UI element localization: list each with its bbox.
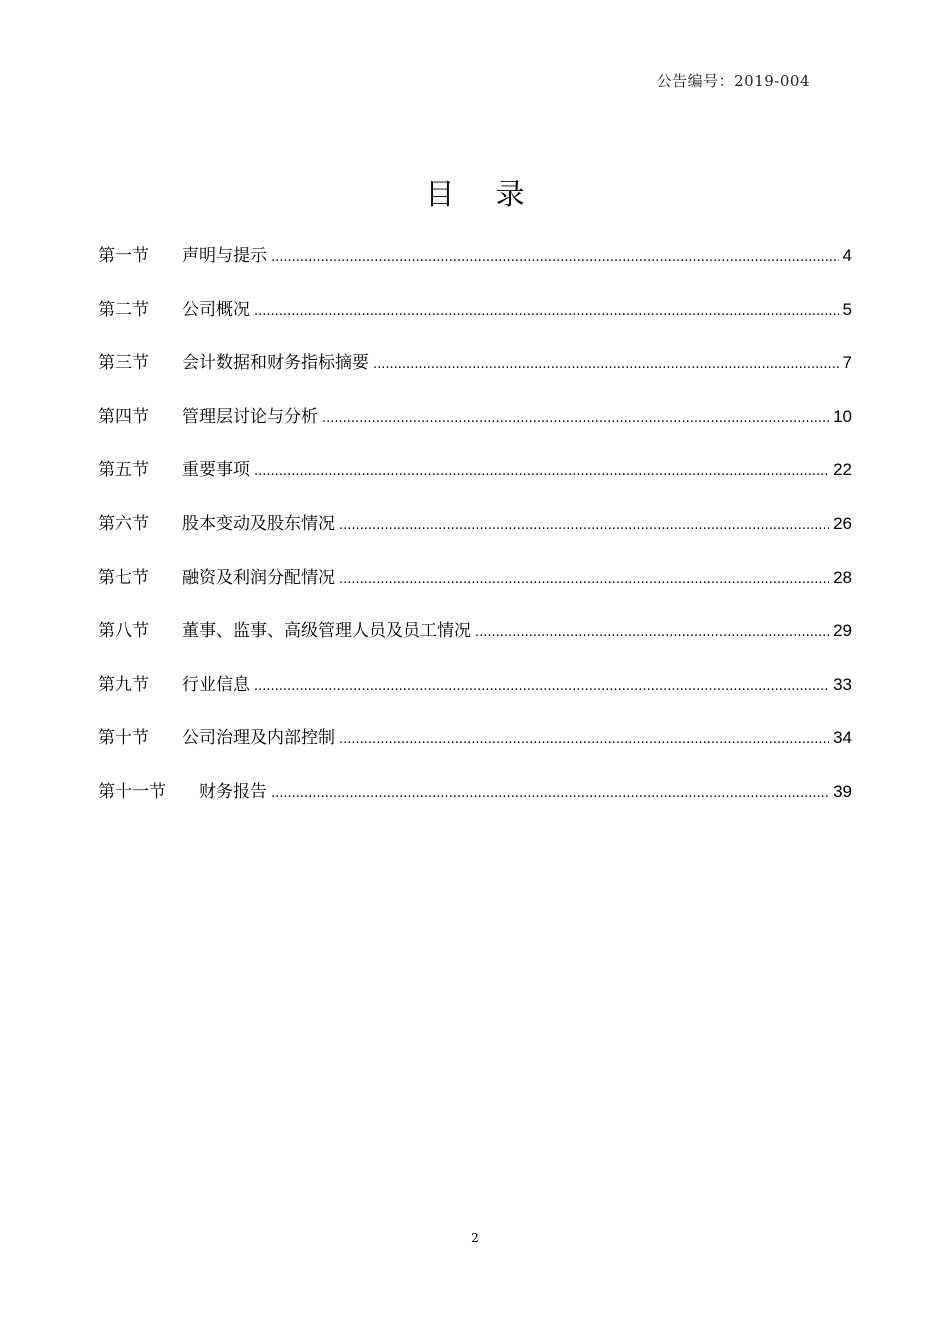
toc-dot-leader: [339, 508, 829, 544]
toc-section-number: 第五节: [98, 460, 149, 481]
toc-page-number: 28: [833, 567, 852, 587]
toc-entry[interactable]: [98, 774, 852, 828]
announcement-number: 公告编号：2019-004: [656, 72, 810, 90]
toc-page-number: 22: [833, 460, 852, 480]
toc-entry[interactable]: [98, 452, 852, 506]
toc-dot-leader: [373, 347, 839, 383]
toc-section-number: 第一节: [98, 246, 149, 266]
toc-dot-leader: [322, 401, 829, 437]
toc-section-number: 第三节: [98, 353, 149, 374]
toc-section-number: 第六节: [98, 513, 149, 534]
toc-page-number: 7: [842, 353, 852, 373]
toc-entry[interactable]: [98, 399, 852, 453]
toc-heading: 管理层讨论与分析: [182, 406, 318, 427]
toc-page-number: 33: [833, 674, 852, 694]
toc-heading: 会计数据和财务指标摘要: [182, 353, 369, 374]
toc-dot-leader: [254, 294, 839, 330]
toc-section-number: 第八节: [98, 621, 149, 642]
toc-heading: 行业信息: [182, 674, 250, 695]
toc-section-number: 第十一节: [98, 781, 166, 802]
toc-entry[interactable]: [98, 292, 852, 346]
toc-entry[interactable]: [98, 238, 852, 292]
toc-section-number: 第七节: [98, 567, 149, 588]
toc-dot-leader: [271, 240, 839, 276]
toc-page-number: 29: [833, 621, 852, 641]
toc-page-number: 39: [833, 781, 852, 801]
toc-heading: 公司治理及内部控制: [182, 728, 335, 749]
toc-heading: 股本变动及股东情况: [182, 513, 335, 534]
toc-dot-leader: [339, 722, 829, 758]
toc-title: 目 录: [425, 177, 541, 211]
toc-entry[interactable]: [98, 667, 852, 721]
toc-heading: 董事、监事、高级管理人员及员工情况: [182, 621, 471, 642]
toc-page-number: 34: [833, 728, 852, 748]
toc-entry[interactable]: [98, 345, 852, 399]
toc-dot-leader: [271, 776, 829, 812]
toc-page-number: 4: [842, 246, 852, 265]
toc-section-number: 第十节: [98, 728, 149, 749]
toc-dot-leader: [475, 615, 829, 651]
toc-section-number: 第二节: [98, 299, 149, 320]
toc-heading: 公司概况: [182, 299, 250, 320]
toc-entry[interactable]: [98, 560, 852, 614]
toc-page-number: 26: [833, 513, 852, 533]
toc-dot-leader: [254, 669, 829, 705]
toc-dot-leader: [339, 562, 829, 598]
table-of-contents: [98, 238, 852, 828]
toc-dot-leader: [254, 454, 829, 490]
toc-page-number: 10: [833, 406, 852, 426]
toc-section-number: 第九节: [98, 674, 149, 695]
toc-entry[interactable]: [98, 613, 852, 667]
page-number: 2: [471, 1231, 479, 1245]
toc-section-number: 第四节: [98, 406, 149, 427]
toc-page-number: 5: [842, 299, 852, 319]
toc-entry[interactable]: [98, 720, 852, 774]
toc-heading: 重要事项: [182, 460, 250, 481]
toc-heading: 财务报告: [199, 781, 267, 802]
toc-heading: 声明与提示: [182, 246, 267, 266]
toc-heading: 融资及利润分配情况: [182, 567, 335, 588]
toc-entry[interactable]: [98, 506, 852, 560]
